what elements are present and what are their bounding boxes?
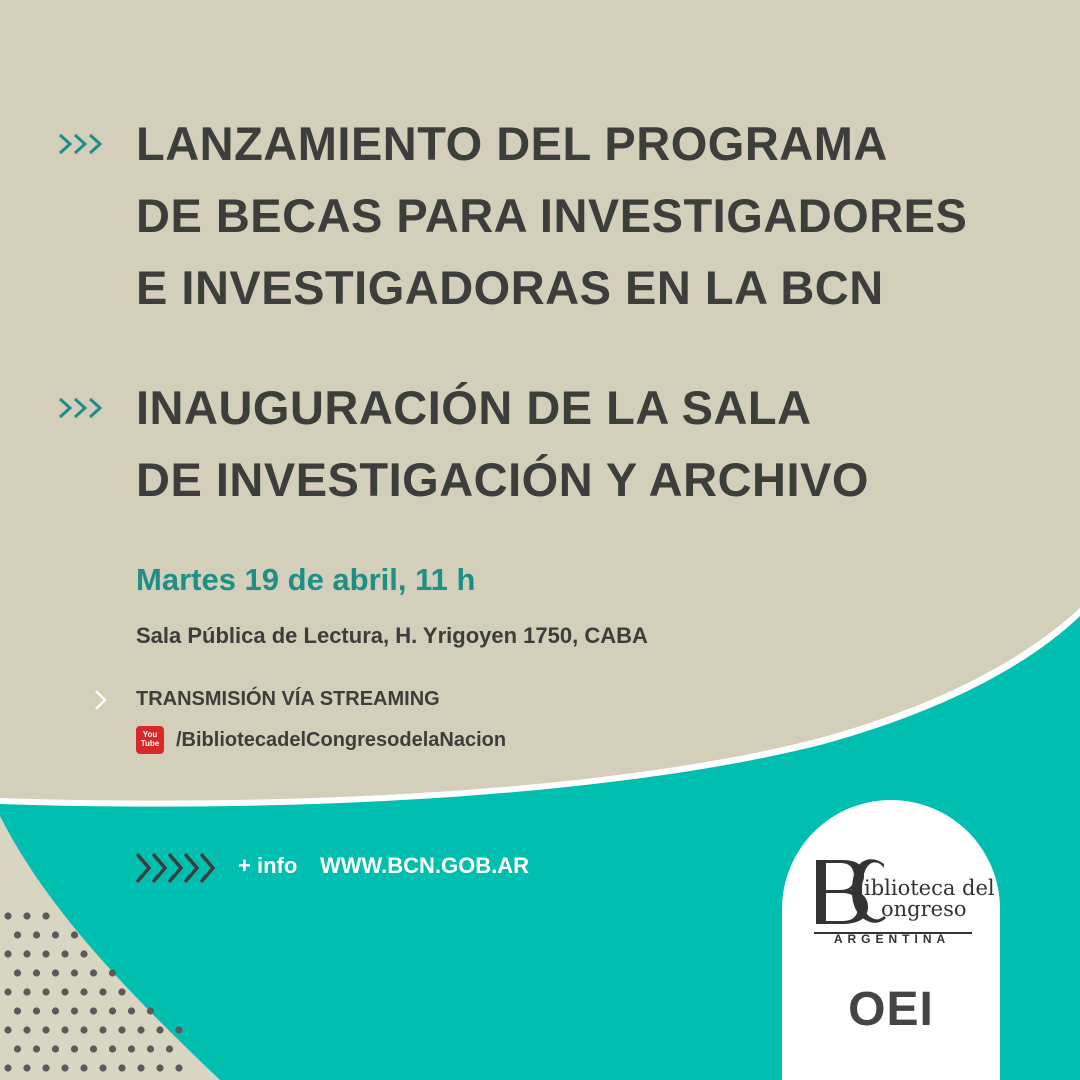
pattern-dot — [118, 1026, 125, 1033]
arrows-icon — [134, 850, 218, 886]
pattern-dot — [128, 1045, 135, 1052]
pattern-dot — [137, 1064, 144, 1071]
chevron-right-icon — [94, 689, 108, 711]
youtube-icon-text: You — [142, 730, 158, 739]
pattern-dot — [52, 1045, 59, 1052]
pattern-dot — [175, 1026, 182, 1033]
pattern-dot — [52, 1007, 59, 1014]
info-label: + info — [238, 853, 298, 878]
pattern-dot — [61, 1064, 68, 1071]
pattern-dot — [99, 1064, 106, 1071]
pattern-dot — [33, 1045, 40, 1052]
pattern-dot — [90, 1045, 97, 1052]
pattern-dot — [71, 1007, 78, 1014]
logo-text: iblioteca del — [864, 876, 995, 900]
pattern-dot — [109, 969, 116, 976]
pattern-dot — [118, 988, 125, 995]
pattern-dot — [99, 1026, 106, 1033]
pattern-dot — [71, 969, 78, 976]
pattern-dot — [23, 988, 30, 995]
pattern-dot — [42, 912, 49, 919]
pattern-dot — [23, 912, 30, 919]
youtube-icon-text: Tube — [140, 739, 160, 748]
pattern-dot — [156, 1026, 163, 1033]
pattern-dot — [42, 988, 49, 995]
pattern-dot — [42, 1026, 49, 1033]
headline-sala — [136, 372, 869, 516]
headline-line: E INVESTIGADORAS EN LA BCN — [136, 261, 884, 314]
website-link[interactable]: WWW.BCN.GOB.AR — [320, 853, 529, 878]
pattern-dot — [4, 1064, 11, 1071]
pattern-dot — [14, 1007, 21, 1014]
pattern-dot — [90, 969, 97, 976]
pattern-dot — [118, 1064, 125, 1071]
headline-line: DE INVESTIGACIÓN Y ARCHIVO — [136, 453, 869, 506]
oei-logo: OEI — [848, 983, 934, 1036]
pattern-dot — [14, 1045, 21, 1052]
pattern-dot — [14, 931, 21, 938]
pattern-dot — [156, 1064, 163, 1071]
pattern-dot — [175, 1064, 182, 1071]
pattern-dot — [4, 988, 11, 995]
pattern-dot — [14, 969, 21, 976]
headline-line: DE BECAS PARA INVESTIGADORES — [136, 189, 968, 242]
pattern-dot — [71, 1045, 78, 1052]
pattern-dot — [71, 931, 78, 938]
logo-text: ongreso — [881, 897, 967, 921]
headline-becas — [136, 108, 967, 324]
pattern-dot — [33, 969, 40, 976]
pattern-dot — [147, 1007, 154, 1014]
logo-text: ARGENTINA — [833, 932, 951, 946]
headline-line: INAUGURACIÓN DE LA SALA — [136, 381, 812, 434]
pattern-dot — [42, 1064, 49, 1071]
pattern-dot — [166, 1045, 173, 1052]
streaming-label: TRANSMISIÓN VÍA STREAMING — [136, 688, 440, 710]
pattern-dot — [23, 950, 30, 957]
headline-line: LANZAMIENTO DEL PROGRAMA — [136, 117, 888, 170]
pattern-dot — [80, 988, 87, 995]
pattern-dot — [42, 950, 49, 957]
pattern-dot — [137, 1026, 144, 1033]
pattern-dot — [61, 988, 68, 995]
event-date: Martes 19 de abril, 11 h — [136, 562, 476, 597]
pattern-dot — [80, 950, 87, 957]
pattern-dot — [52, 969, 59, 976]
pattern-dot — [128, 1007, 135, 1014]
chevrons-icon — [58, 394, 108, 422]
chevrons-icon — [58, 130, 108, 158]
youtube-icon[interactable] — [136, 726, 164, 754]
pattern-dot — [99, 988, 106, 995]
pattern-dot — [80, 1064, 87, 1071]
youtube-channel-link[interactable]: /BibliotecadelCongresodelaNacion — [176, 729, 507, 751]
pattern-dot — [90, 1007, 97, 1014]
pattern-dot — [23, 1026, 30, 1033]
pattern-dot — [33, 931, 40, 938]
pattern-dot — [109, 1007, 116, 1014]
pattern-dot — [61, 950, 68, 957]
pattern-dot — [23, 1064, 30, 1071]
pattern-dot — [109, 1045, 116, 1052]
pattern-dot — [33, 1007, 40, 1014]
pattern-dot — [4, 950, 11, 957]
event-venue: Sala Pública de Lectura, H. Yrigoyen 1750, CABA — [136, 623, 648, 648]
pattern-dot — [52, 931, 59, 938]
pattern-dot — [4, 912, 11, 919]
pattern-dot — [147, 1045, 154, 1052]
pattern-dot — [61, 1026, 68, 1033]
pattern-dot — [80, 1026, 87, 1033]
pattern-dot — [4, 1026, 11, 1033]
